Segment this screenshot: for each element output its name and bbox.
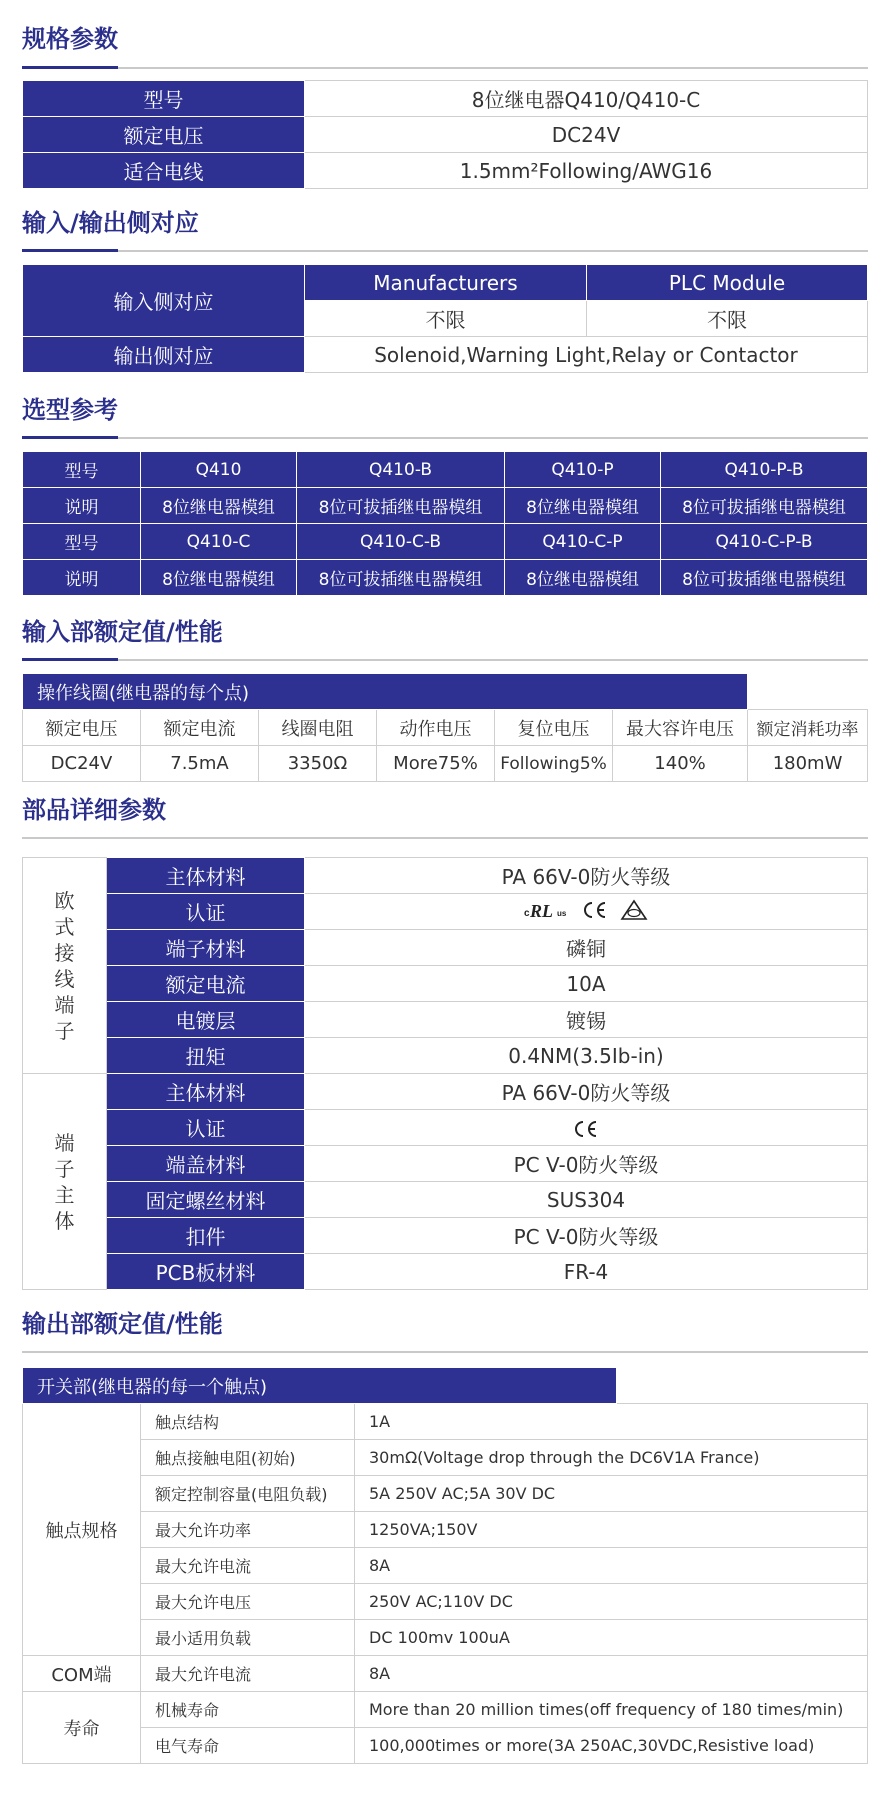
section-rule	[22, 437, 868, 439]
io-input-label: 输入侧对应	[23, 265, 305, 337]
parts-label: 扣件	[107, 1218, 305, 1254]
input-rating-header: 额定电压	[23, 710, 141, 746]
io-col-header: Manufacturers	[305, 265, 587, 301]
spec-label: 适合电线	[23, 153, 305, 189]
section-title-parts: 部品详细参数	[22, 796, 166, 824]
output-value: DC 100mv 100uA	[355, 1620, 868, 1656]
parts-label: 电镀层	[107, 1002, 305, 1038]
selection-cell: Q410-C	[141, 524, 297, 560]
selection-cell: Q410-B	[297, 452, 505, 488]
io-output-value: Solenoid,Warning Light,Relay or Contactor	[305, 337, 868, 373]
selection-cell: Q410-C-P-B	[661, 524, 868, 560]
parts-label: 认证	[107, 1110, 305, 1146]
group-label-char: 子	[54, 1018, 75, 1043]
selection-cell: 8位可拔插继电器模组	[297, 560, 505, 596]
input-rating-header: 线圈电阻	[259, 710, 377, 746]
output-label: 触点结构	[141, 1404, 355, 1440]
output-label: 最小适用负载	[141, 1620, 355, 1656]
selection-cell: 8位继电器模组	[141, 488, 297, 524]
output-rating-banner: 开关部(继电器的每一个触点)	[23, 1368, 617, 1404]
ce-cert-icon	[573, 1119, 599, 1139]
output-label: 最大允许电流	[141, 1656, 355, 1692]
output-value: 1250VA;150V	[355, 1512, 868, 1548]
com-label: COM端	[23, 1656, 141, 1692]
input-rating-header: 额定消耗功率	[748, 710, 868, 746]
group-label-char: 欧	[54, 888, 75, 913]
parts-group-label-body	[23, 1074, 107, 1290]
selection-cell: Q410-C-P	[505, 524, 661, 560]
input-rating-value: DC24V	[23, 746, 141, 782]
output-label: 最大允许电压	[141, 1584, 355, 1620]
parts-label: 额定电流	[107, 966, 305, 1002]
selection-cell: 8位可拔插继电器模组	[661, 488, 868, 524]
parts-label: 端子材料	[107, 930, 305, 966]
selection-label: 型号	[23, 452, 141, 488]
output-label: 触点接触电阻(初始)	[141, 1440, 355, 1476]
output-value: 1A	[355, 1404, 868, 1440]
output-label: 最大允许电流	[141, 1548, 355, 1584]
output-value: 5A 250V AC;5A 30V DC	[355, 1476, 868, 1512]
section-title-selection: 选型参考	[22, 396, 118, 424]
group-label-char: 子	[54, 1156, 75, 1181]
io-table	[22, 264, 868, 373]
output-value: 100,000times or more(3A 250AC,30VDC,Resistive load)	[355, 1728, 868, 1764]
spec-table	[22, 80, 868, 189]
selection-cell: Q410-P	[505, 452, 661, 488]
selection-cell: 8位继电器模组	[141, 560, 297, 596]
section-rule-accent	[22, 436, 118, 439]
svg-text:RL: RL	[530, 900, 554, 920]
group-label-char: 端	[54, 992, 75, 1017]
ul-cert-c: c	[524, 907, 530, 919]
input-rating-header: 动作电压	[377, 710, 495, 746]
tuv-cert-icon	[620, 899, 648, 921]
parts-value: PC V-0防火等级	[305, 1146, 868, 1182]
spec-label: 型号	[23, 81, 305, 117]
parts-table	[22, 857, 868, 1290]
group-label-char: 接	[54, 940, 75, 965]
group-label-char: 式	[54, 914, 75, 939]
svg-text:us: us	[557, 908, 567, 918]
output-label: 机械寿命	[141, 1692, 355, 1728]
selection-cell: Q410-C-B	[297, 524, 505, 560]
parts-value: PA 66V-0防火等级	[305, 858, 868, 894]
input-rating-header: 额定电流	[141, 710, 259, 746]
output-label: 电气寿命	[141, 1728, 355, 1764]
output-value: More than 20 million times(off frequency of 180 times/min)	[355, 1692, 868, 1728]
io-col-value: 不限	[305, 301, 587, 337]
ul-cert-icon	[524, 900, 570, 920]
selection-cell: Q410-P-B	[661, 452, 868, 488]
parts-label: 扭矩	[107, 1038, 305, 1074]
input-rating-value: 7.5mA	[141, 746, 259, 782]
parts-label: PCB板材料	[107, 1254, 305, 1290]
group-label-char: 端	[54, 1130, 75, 1155]
section-rule	[22, 837, 868, 839]
input-rating-table	[22, 673, 868, 782]
section-rule	[22, 1351, 868, 1353]
output-value: 8A	[355, 1548, 868, 1584]
output-value: 30mΩ(Voltage drop through the DC6V1A France)	[355, 1440, 868, 1476]
output-value: 250V AC;110V DC	[355, 1584, 868, 1620]
parts-cert-cell	[305, 894, 868, 930]
selection-cell: 8位继电器模组	[505, 488, 661, 524]
parts-label: 认证	[107, 894, 305, 930]
group-label-char: 主	[54, 1182, 75, 1207]
section-title-spec: 规格参数	[22, 25, 118, 53]
spec-value: 1.5mm²Following/AWG16	[305, 153, 868, 189]
selection-label: 型号	[23, 524, 141, 560]
parts-value: FR-4	[305, 1254, 868, 1290]
parts-label: 固定螺丝材料	[107, 1182, 305, 1218]
section-rule	[22, 659, 868, 661]
input-rating-value: More75%	[377, 746, 495, 782]
input-rating-value: Following5%	[495, 746, 613, 782]
input-rating-value: 3350Ω	[259, 746, 377, 782]
input-rating-header: 最大容许电压	[613, 710, 748, 746]
io-col-header: PLC Module	[587, 265, 868, 301]
life-label: 寿命	[23, 1692, 141, 1764]
parts-value: PC V-0防火等级	[305, 1218, 868, 1254]
section-rule-accent	[22, 249, 118, 252]
section-rule	[22, 67, 868, 69]
io-col-value: 不限	[587, 301, 868, 337]
parts-value: SUS304	[305, 1182, 868, 1218]
input-rating-header: 复位电压	[495, 710, 613, 746]
section-rule	[22, 250, 868, 252]
group-label-char: 线	[54, 966, 75, 991]
selection-cell: 8位可拔插继电器模组	[297, 488, 505, 524]
output-rating-table	[22, 1367, 868, 1764]
parts-label: 主体材料	[107, 1074, 305, 1110]
parts-value: 磷铜	[305, 930, 868, 966]
selection-cell: Q410	[141, 452, 297, 488]
group-label-char: 体	[54, 1208, 75, 1233]
section-title-io: 输入/输出侧对应	[22, 209, 199, 237]
parts-value: 10A	[305, 966, 868, 1002]
selection-label: 说明	[23, 488, 141, 524]
spec-value: 8位继电器Q410/Q410-C	[305, 81, 868, 117]
io-output-label: 输出侧对应	[23, 337, 305, 373]
spec-value: DC24V	[305, 117, 868, 153]
parts-value: PA 66V-0防火等级	[305, 1074, 868, 1110]
selection-cell: 8位继电器模组	[505, 560, 661, 596]
output-value: 8A	[355, 1656, 868, 1692]
parts-cert-cell	[305, 1110, 868, 1146]
parts-value: 镀锡	[305, 1002, 868, 1038]
input-rating-value: 180mW	[748, 746, 868, 782]
ce-cert-icon	[582, 900, 608, 920]
output-label: 额定控制容量(电阻负载)	[141, 1476, 355, 1512]
section-title-input-rating: 输入部额定值/性能	[22, 618, 223, 646]
selection-table	[22, 451, 868, 596]
section-rule-accent	[22, 658, 118, 661]
contact-spec-label: 触点规格	[23, 1404, 141, 1656]
selection-cell: 8位可拔插继电器模组	[661, 560, 868, 596]
section-title-output-rating: 输出部额定值/性能	[22, 1310, 223, 1338]
input-rating-value: 140%	[613, 746, 748, 782]
spec-label: 额定电压	[23, 117, 305, 153]
input-rating-banner: 操作线圈(继电器的每个点)	[23, 674, 748, 710]
output-label: 最大允许功率	[141, 1512, 355, 1548]
parts-label: 端盖材料	[107, 1146, 305, 1182]
section-rule-accent	[22, 66, 118, 69]
parts-group-label-terminal	[23, 858, 107, 1074]
parts-label: 主体材料	[107, 858, 305, 894]
selection-label: 说明	[23, 560, 141, 596]
parts-value: 0.4NM(3.5Ib-in)	[305, 1038, 868, 1074]
